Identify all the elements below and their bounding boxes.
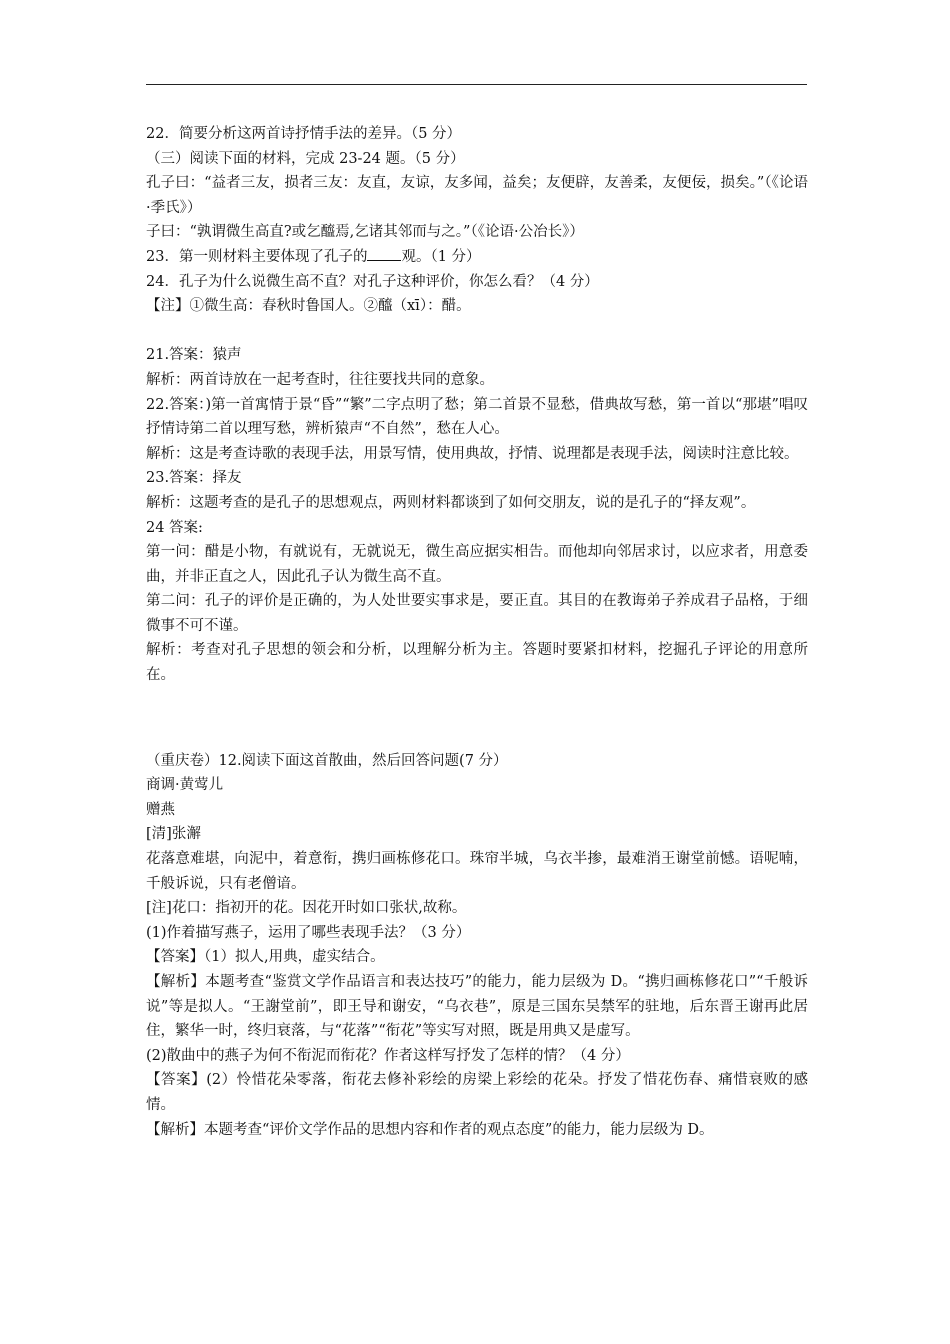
answer-paragraph: 22.答案：)第一首寓情于景“昏”“繁”二字点明了愁；第二首景不显愁，借典故写愁，第一首以“那堪”唱叹抒情诗第二首以理写愁，辨析猿声“不自然”，愁在人心。 bbox=[146, 396, 808, 438]
answer-1: 【答案】（1）拟人,用典，虚实结合。 bbox=[146, 949, 385, 966]
answer-paragraph: 第二问：孔子的评价是正确的，为人处世要实事求是，要正直。其目的在教诲弟子养成君子品格，于细微事不可不谨。 bbox=[146, 593, 808, 634]
question-24: 24．孔子为什么说微生高不直？对孔子这种评价，你怎么看？（4 分） bbox=[146, 273, 599, 290]
question-23-suffix: 观。（1 分） bbox=[401, 248, 481, 265]
confucius-quote-2: 子曰：“孰谓微生高直?或乞醯焉,乞诸其邻而与之。”（《论语·公冶长》） bbox=[146, 224, 584, 241]
answer-paragraph: 解析：这是考查诗歌的表现手法，用景写情，使用典故，抒情、说理都是表现手法，阅读时注意比较。 bbox=[146, 445, 799, 462]
answer-paragraph: 21.答案：猿声 bbox=[146, 347, 242, 364]
answer-paragraph: 解析：这题考查的是孔子的思想观点，两则材料都谈到了如何交朋友，说的是孔子的“择友观”。 bbox=[146, 494, 756, 511]
poem-tune-title: 商调·黄莺儿 bbox=[146, 777, 224, 794]
part-3-intro: （三）阅读下面的材料，完成 23-24 题。（5 分） bbox=[146, 150, 465, 167]
analysis-2: 【解析】本题考查“评价文学作品的思想内容和作者的观点态度”的能力，能力层级为 D。 bbox=[146, 1121, 714, 1138]
question-23-text: 23．第一则材料主要体现了孔子的 bbox=[146, 248, 368, 265]
poem-author: [清]张澥 bbox=[146, 826, 201, 843]
paragraph-gap bbox=[146, 319, 808, 344]
answer-paragraph: 23.答案：择友 bbox=[146, 470, 242, 487]
question-22: 22．简要分析这两首诗抒情手法的差异。（5 分） bbox=[146, 126, 462, 142]
footnote: 【注】①微生高：春秋时鲁国人。②醯（xī）：醋。 bbox=[146, 298, 471, 315]
poem-note: [注]花口：指初开的花。因花开时如口张状,故称。 bbox=[146, 900, 467, 917]
header-rule bbox=[146, 84, 807, 85]
poem-title: 赠燕 bbox=[146, 801, 175, 818]
document-body bbox=[146, 122, 808, 1142]
answer-blank bbox=[367, 246, 401, 261]
chongqing-question-heading: （重庆卷）12.阅读下面这首散曲，然后回答问题(7 分） bbox=[146, 752, 508, 769]
answer-paragraph: 第一问：醋是小物，有就说有，无就说无，微生高应据实相告。而他却向邻居求讨，以应求者，用意委曲，并非正直之人，因此孔子认为微生高不直。 bbox=[146, 544, 808, 585]
confucius-quote-1: 孔子曰：“益者三友，损者三友：友直，友谅，友多闻，益矣；友便辟，友善柔，友便佞，损矣。”（《论语·季氏》） bbox=[146, 175, 808, 216]
answer-2: 【答案】(2）怜惜花朵零落，衔花去修补彩绘的房梁上彩绘的花朵。抒发了惜花伤春、痛惜衰败的感情。 bbox=[146, 1072, 808, 1113]
answer-paragraph: 解析：两首诗放在一起考查时，往往要找共同的意象。 bbox=[146, 371, 494, 388]
answer-paragraph: 解析：考查对孔子思想的领会和分析，以理解分析为主。答题时要紧扣材料，挖掘孔子评论的用意所在。 bbox=[146, 642, 808, 684]
sub-question-1: (1)作着描写燕子，运用了哪些表现手法？（3 分） bbox=[146, 924, 471, 941]
sub-question-2: (2)散曲中的燕子为何不衔泥而衔花？作者这样写抒发了怎样的情？（4 分） bbox=[146, 1047, 630, 1064]
answer-paragraph: 24 答案: bbox=[146, 519, 203, 536]
poem-text: 花落意难堪，向泥中，着意衔，携归画栋修花口。珠帘半城，乌衣半掺，最难消王谢堂前憾。语呢喃，千般诉说，只有老僧谙。 bbox=[146, 851, 808, 892]
analysis-1: 【解析】本题考查“鉴赏文学作品语言和表达技巧”的能力，能力层级为 D。“携归画栋修花口”“千般诉说”等是拟人。“王謝堂前”，即王导和谢安，“乌衣巷”，原是三国东吴禁军的驻地，后东晋王谢再此居住，繁华一时，终归衰落，与“花落”“衔花”等实写对照，既是用典又是虚写。 bbox=[146, 974, 808, 1040]
question-23 bbox=[146, 245, 808, 270]
section-gap bbox=[146, 688, 808, 749]
